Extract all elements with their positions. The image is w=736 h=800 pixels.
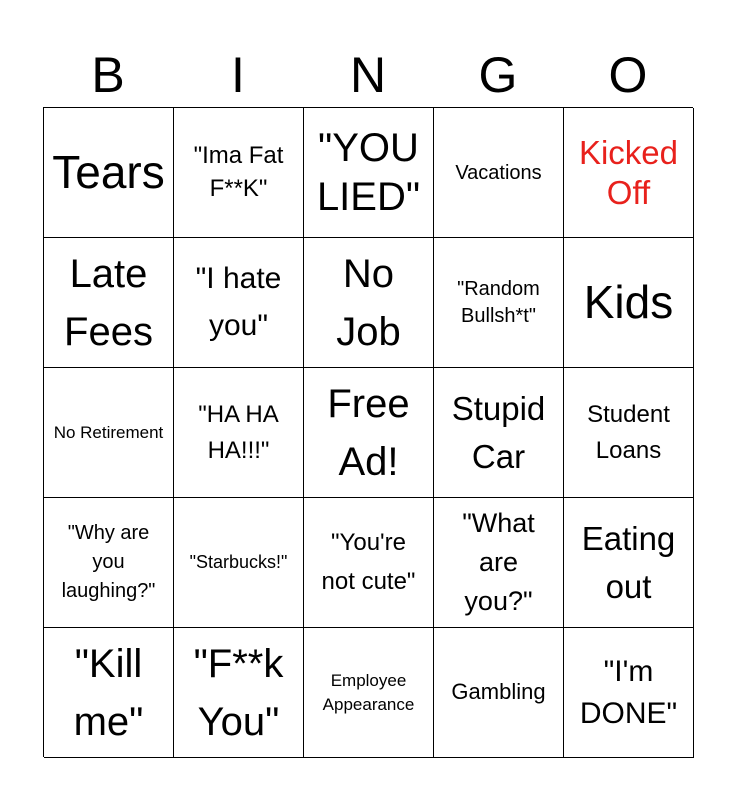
bingo-board [43, 107, 693, 757]
header-letter-i: I [231, 47, 245, 103]
bingo-cell[interactable] [174, 108, 304, 238]
cell-text: Tears [52, 146, 165, 199]
cell-text: "What are you?" [462, 507, 535, 617]
bingo-cell[interactable] [434, 108, 564, 238]
bingo-cell[interactable] [44, 368, 174, 498]
bingo-cell[interactable] [564, 108, 694, 238]
bingo-cell[interactable] [434, 238, 564, 368]
bingo-cell[interactable] [44, 238, 174, 368]
cell-text: Stupid Car [451, 389, 546, 475]
bingo-cell[interactable] [564, 498, 694, 628]
cell-text: "I'm DONE" [579, 654, 678, 730]
cell-text: "Kill me" [73, 641, 144, 744]
header-letter-b: B [91, 47, 125, 103]
cell-text: "YOU LIED" [316, 125, 421, 219]
bingo-cell[interactable] [564, 238, 694, 368]
cell-text: Late Fees [64, 251, 153, 354]
header-letter-o: O [608, 47, 648, 103]
bingo-cell[interactable] [434, 368, 564, 498]
header-letter-n: N [349, 47, 387, 103]
bingo-cell[interactable] [304, 108, 434, 238]
bingo-cell[interactable] [44, 498, 174, 628]
cell-text: Kids [583, 276, 674, 329]
cell-text: No Job [336, 251, 401, 354]
bingo-cell[interactable] [174, 238, 304, 368]
cell-text: "You're not cute" [321, 529, 416, 595]
bingo-cell[interactable] [44, 108, 174, 238]
bingo-header [43, 42, 693, 108]
cell-text: "Ima Fat F**K" [193, 142, 284, 202]
bingo-cell[interactable] [174, 628, 304, 758]
cell-text: Employee Appearance [322, 670, 415, 714]
cell-text: "Random Bullsh*t" [457, 277, 540, 327]
bingo-cell[interactable] [174, 368, 304, 498]
cell-text: "F**k You" [193, 641, 284, 744]
bingo-cell[interactable] [304, 368, 434, 498]
cell-text: Vacations [455, 161, 542, 184]
cell-text: Gambling [451, 679, 546, 705]
cell-text: "HA HA HA!!!" [198, 400, 279, 464]
cell-text: "Why are you laughing?" [61, 522, 156, 602]
bingo-cell[interactable] [174, 498, 304, 628]
cell-text: "Starbucks!" [189, 551, 288, 572]
bingo-cell[interactable] [434, 628, 564, 758]
bingo-cell[interactable] [44, 628, 174, 758]
cell-text-highlighted: Kicked Off [578, 133, 679, 211]
bingo-cell[interactable] [304, 628, 434, 758]
bingo-cell[interactable] [564, 368, 694, 498]
bingo-cell[interactable] [304, 238, 434, 368]
cell-text: Free Ad! [327, 381, 410, 484]
cell-text: "I hate you" [195, 262, 282, 342]
cell-text: Eating out [581, 519, 676, 605]
bingo-cell[interactable] [304, 498, 434, 628]
cell-text: Student Loans [587, 400, 670, 464]
cell-text: No Retirement [53, 422, 164, 442]
bingo-cell[interactable] [564, 628, 694, 758]
header-letter-g: G [478, 47, 518, 103]
bingo-cell[interactable] [434, 498, 564, 628]
